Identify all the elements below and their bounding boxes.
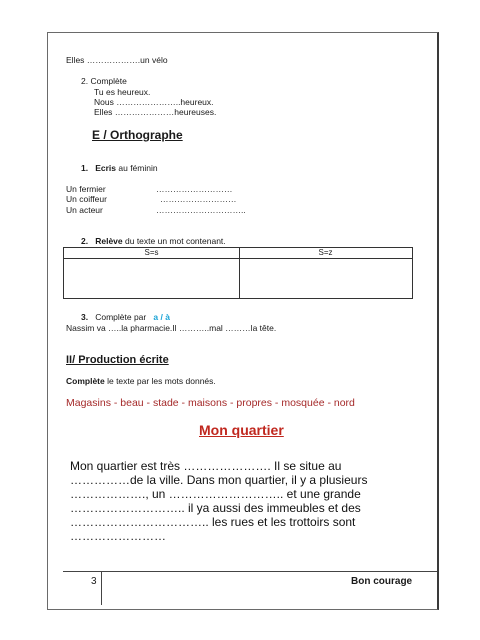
text-line: ………………., un ……………………….. et une grande (70, 487, 361, 501)
instruction-rest: le texte par les mots donnés. (104, 376, 216, 386)
option-a: a (153, 312, 159, 322)
text-line: …………………………….. les rues et les trottoirs sont (70, 515, 356, 529)
word-un-acteur: Un acteur (66, 205, 103, 215)
section-title-production: II/ Production écrite (66, 354, 169, 366)
text-title-mon-quartier: Mon quartier (199, 422, 284, 438)
text-line: ……………de la ville. Dans mon quartier, il y a plusieurs (70, 473, 368, 487)
table-column (239, 248, 412, 298)
exercise-complete-label: 2. Complète (81, 76, 127, 86)
exercise-number: 3. (81, 312, 89, 322)
page-number: 3 (91, 576, 97, 587)
word-bank: Magasins - beau - stade - maisons - propres - mosquée - nord (66, 397, 355, 409)
sound-table (63, 247, 413, 299)
answer-blank: ……………………… (156, 184, 233, 194)
exercise-complete-par-heading (81, 312, 170, 322)
footer-divider (63, 571, 437, 572)
exercise-verb: Ecris (95, 163, 117, 173)
exercise-number: 2. (81, 236, 89, 246)
exercise-number: 1. (81, 163, 89, 173)
exercise-instruction: au féminin (116, 163, 158, 173)
option-a-accent: à (165, 312, 170, 322)
table-header-s-s: S=s (64, 248, 239, 259)
text-line: Mon quartier est très …………………. Il se situe au (70, 459, 342, 473)
option-separator: / (160, 312, 163, 322)
table-column (64, 248, 240, 298)
exercise-releve-heading (81, 236, 226, 246)
answer-blank: ………………………….. (156, 205, 246, 215)
exercise-verb: Relève (95, 236, 123, 246)
word-un-fermier: Un fermier (66, 184, 106, 194)
instruction-verb: Complète (66, 376, 105, 386)
text-line: …………………… (70, 529, 166, 543)
exercise-line: Nous …………………..heureux. (94, 97, 214, 107)
exercise-instruction: du texte un mot contenant. (122, 236, 226, 246)
sentence-elles-velo: Elles ……………….un vélo (66, 55, 168, 65)
word-un-coiffeur: Un coiffeur (66, 194, 107, 204)
document-page (47, 32, 439, 610)
sentence-nassim: Nassim va …..la pharmacie.Il ………..mal ………la tête. (66, 323, 277, 333)
exercise-line: Elles …………………heureuses. (94, 107, 217, 117)
exercise-ecris-heading (81, 163, 158, 173)
footer-message: Bon courage (351, 576, 413, 587)
exercise-instruction: Complète par (95, 312, 147, 322)
text-line: ……………………….. il ya aussi des immeubles et des (70, 501, 361, 515)
footer-vertical-divider (101, 571, 102, 605)
answer-blank: ……………………… (160, 194, 237, 204)
exercise-line: Tu es heureux. (94, 87, 151, 97)
production-instruction (66, 376, 216, 386)
section-title-orthographe: E / Orthographe (92, 128, 183, 142)
table-header-s-z: S=z (239, 248, 412, 259)
